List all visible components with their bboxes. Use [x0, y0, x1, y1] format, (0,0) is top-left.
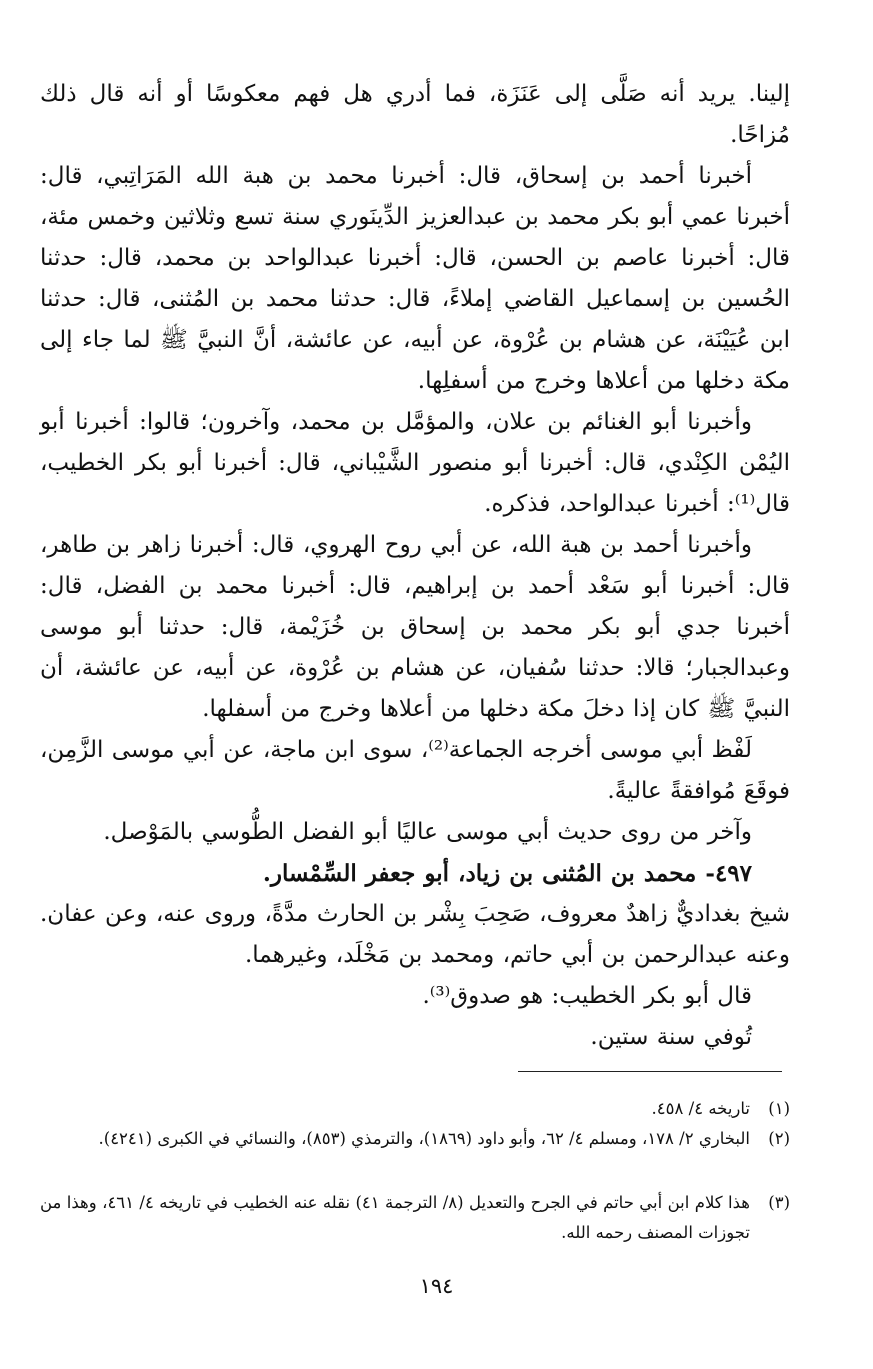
entry-heading: ٤٩٧- محمد بن المُثنى بن زياد، أبو جعفر السِّمْسار.: [262, 860, 752, 887]
footnote-2: [40, 1124, 790, 1154]
footnote-text: تاريخه ٤/ ٤٥٨.: [651, 1099, 750, 1118]
paragraph-4: وأخبرنا أحمد بن هبة الله، عن أبي روح الهروي، قال: أخبرنا زاهر بن طاهر، قال: أخبرنا أبو سَعْد أحمد بن إبراهيم، قال: أخبرنا محمد بن الفضل، قال: أخبرنا جدي أبو بكر محمد بن إسحاق بن خُزَيْمة، قال: حدثنا أبو موسى وعبدالجبار؛ قالا: حدثنا سُفيان، عن هشام بن عُرْوة، عن أبيه، عن عائشة، أن النبيَّ ﷺ كان إذا دخلَ مكة دخلها من أعلاها وخرج من أسفلها.: [40, 532, 790, 722]
footnote-number: (٢): [768, 1129, 790, 1148]
paragraph-6: وآخر من روى حديث أبي موسى عاليًا أبو الفضل الطُّوسي بالمَوْصل.: [103, 819, 752, 845]
page-number: ١٩٤: [419, 1274, 454, 1298]
paragraph-3: وأخبرنا أبو الغنائم بن علان، والمؤمَّل بن محمد، وآخرون؛ قالوا: أخبرنا أبو اليُمْن الكِنْدي، قال: أخبرنا أبو منصور الشَّيْباني، قال: أخبرنا أبو بكر الخطيب، قال⁽¹⁾: أخبرنا عبدالواحد، فذكره.: [40, 409, 790, 517]
footnote-separator: [518, 1071, 782, 1072]
paragraph-9: قال أبو بكر الخطيب: هو صدوق⁽³⁾.: [422, 983, 752, 1009]
footnote-text: هذا كلام ابن أبي حاتم في الجرح والتعديل (٨/ الترجمة ٤١) نقله عنه الخطيب في تاريخه ٤/ ٤٦١، وهذا من تجوزات المصنف رحمه الله.: [40, 1193, 751, 1242]
footnote-number: (٣): [768, 1193, 790, 1212]
paragraph-5: لَفْظ أبي موسى أخرجه الجماعة⁽²⁾، سوى ابن ماجة، عن أبي موسى الزَّمِن، فوقَعَ مُوافقةً عاليةً.: [40, 737, 790, 804]
footnote-3: [40, 1188, 790, 1248]
footnote-text: البخاري ٢/ ١٧٨، ومسلم ٤/ ٦٢، وأبو داود (١٨٦٩)، والترمذي (٨٥٣)، والنسائي في الكبرى (٤٢٤١).: [98, 1129, 750, 1148]
paragraph-10: تُوفي سنة ستين.: [590, 1024, 752, 1050]
footnote-1: [40, 1094, 790, 1124]
paragraph-1: إلينا. يريد أنه صَلَّى إلى عَنَزَة، فما أدري هل فهم معكوسًا أو أنه قال ذلك مُزاحًا.: [40, 81, 790, 148]
footnote-number: (١): [768, 1099, 790, 1118]
paragraph-2: أخبرنا أحمد بن إسحاق، قال: أخبرنا محمد بن هبة الله المَرَاتِبي، قال: أخبرنا عمي أبو بكر محمد بن عبدالعزيز الدِّينَوري سنة تسع وثلاثين وخمس مئة، قال: أخبرنا عاصم بن الحسن، قال: أخبرنا عبدالواحد بن محمد، قال: حدثنا الحُسين بن إسماعيل القاضي إملاءً، قال: حدثنا محمد بن المُثنى، قال: حدثنا ابن عُيَيْنَة، عن هشام بن عُرْوة، عن أبيه، عن عائشة، أنَّ النبيَّ ﷺ لما جاء إلى مكة دخلها من أعلاها وخرج من أسفلِها.: [40, 163, 790, 394]
paragraph-8: شيخ بغداديٌّ زاهدٌ معروف، صَحِبَ بِشْر بن الحارث مدَّةً، وروى عنه، وعن عفان. وعنه عبدالرحمن بن أبي حاتم، ومحمد بن مَخْلَد، وغيرهما.: [40, 901, 790, 968]
